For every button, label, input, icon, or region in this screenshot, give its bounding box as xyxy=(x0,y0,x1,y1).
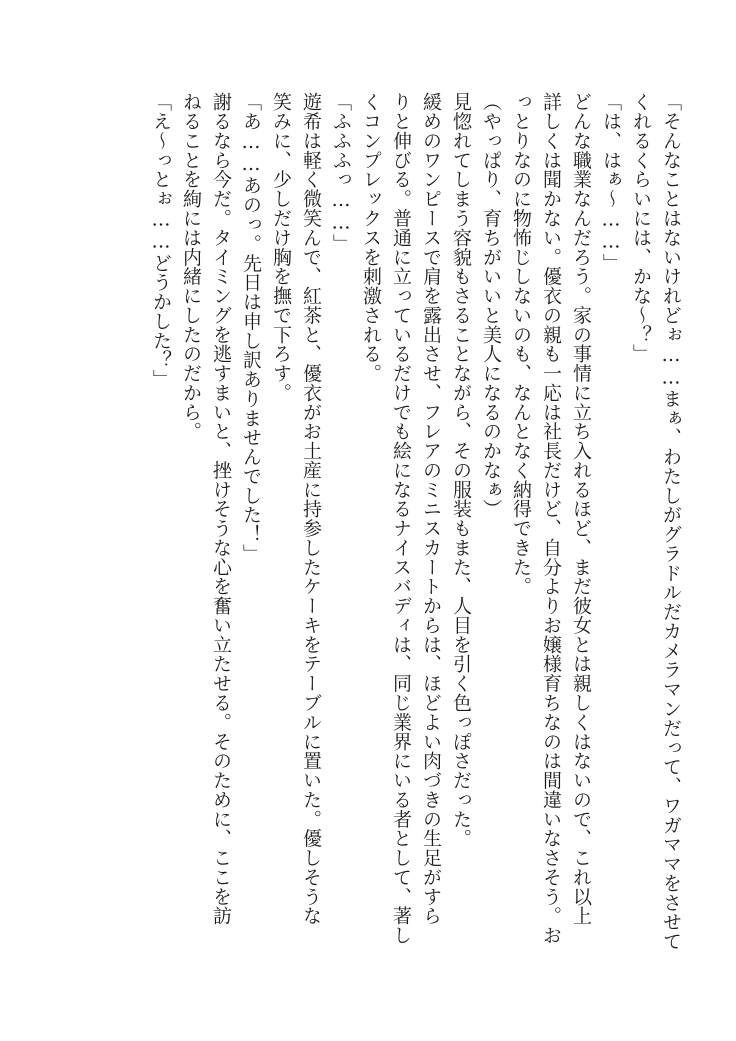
text-line: 「え〜っとぉ……どうかした？」 xyxy=(150,92,172,389)
text-line: ねることを絢には内緒にしたのだから。 xyxy=(180,92,202,441)
text-line: 詳しくは聞かない。優衣の親も一応は社長だけど、自分よりお嬢様育ちなのは間違いなさそう。お xyxy=(540,92,562,945)
text-line: 笑みに、少しだけ胸を撫で下ろす。 xyxy=(270,92,292,403)
text-line: 謝るなら今だ。タイミングを逃すまいと、挫けそうな心を奮い立たせる。そのために、ここを訪 xyxy=(210,92,232,926)
text-line: 遊希は軽く微笑んで、紅茶と、優衣がお土産に持参したケーキをテーブルに置いた。優しそうな xyxy=(300,92,322,926)
text-line: りと伸びる。普通に立っているだけでも絵になるナイスバディは、同じ業界にいる者として、著し xyxy=(390,92,412,945)
text-line: （やっぱり、育ちがいいと美人になるのかなぁ） xyxy=(480,92,502,519)
text-line: どんな職業なんだろう。家の事情に立ち入れるほど、まだ彼女とは親しくはないので、これ以上 xyxy=(570,92,592,926)
text-line: 「は、はぁ〜……」 xyxy=(600,92,622,273)
text-line: 見惚れてしまう容貌もさることながら、その服装もまた、人目を引く色っぽさだった。 xyxy=(450,92,472,848)
text-line: 「ふふふっ……」 xyxy=(330,92,352,254)
text-line: 「そんなことはないけれどぉ……まぁ、わたしがグラドルだカメラマンだって、ワガママをさせて xyxy=(660,92,682,951)
text-line: っとりなのに物怖じしないのも、なんとなく納得できた。 xyxy=(510,92,532,596)
text-line: 緩めのワンピースで肩を露出させ、フレアのミニスカートからは、ほどよい肉づきの生足がすら xyxy=(420,92,442,926)
text-line: くれるくらいには、かな〜？」 xyxy=(630,92,652,364)
vertical-text-body xyxy=(146,92,686,972)
text-line: 「あ……あのっ。先日は申し訳ありませんでした！」 xyxy=(240,92,262,564)
text-line: くコンプレックスを刺激される。 xyxy=(360,92,382,383)
